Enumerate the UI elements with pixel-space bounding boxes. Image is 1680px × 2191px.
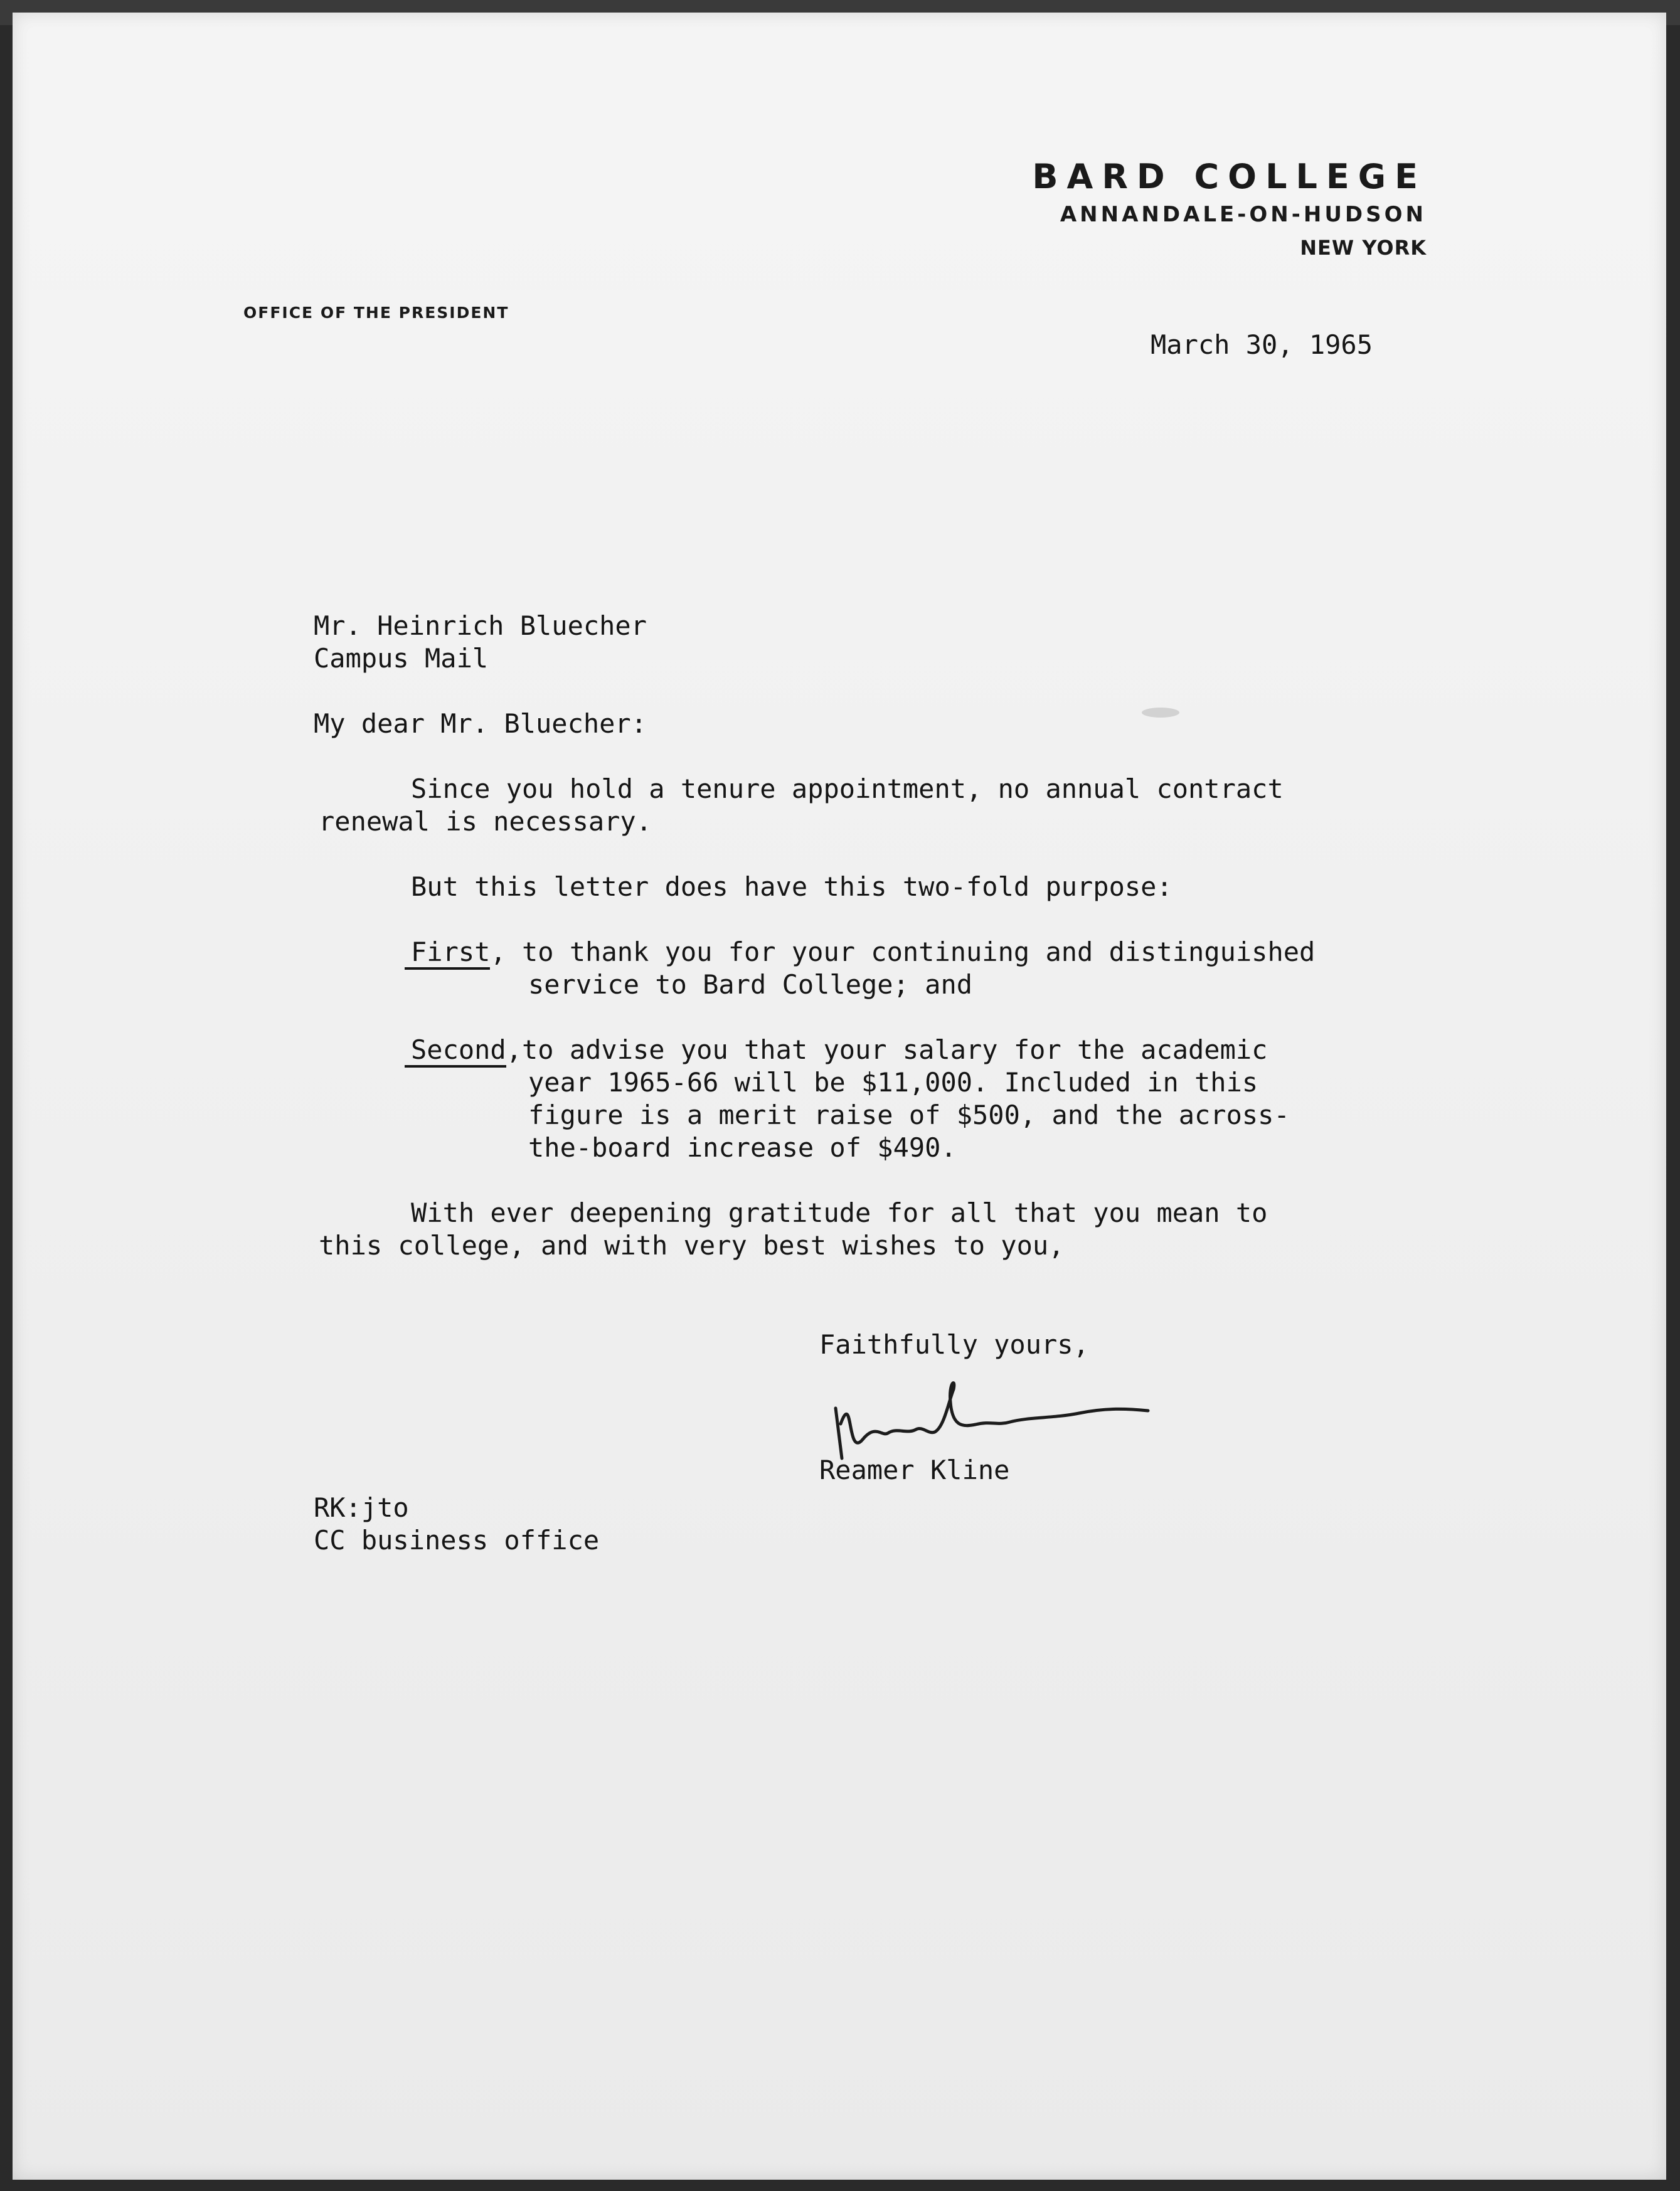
point1-text: , to thank you for your continuing and distinguished xyxy=(490,936,1316,967)
paragraph2: But this letter does have this two-fold purpose: xyxy=(411,871,1172,902)
recipient-name: Mr. Heinrich Bluecher xyxy=(314,610,647,641)
point1-label: First xyxy=(405,936,490,970)
letterhead-institution: BARD COLLEGE xyxy=(1032,157,1427,196)
letterhead-office: OFFICE OF THE PRESIDENT xyxy=(243,304,509,322)
point2-text: ,to advise you that your salary for the academic xyxy=(506,1034,1268,1065)
paper-smudge xyxy=(1142,708,1179,718)
paragraph1-line1: Since you hold a tenure appointment, no annual contract xyxy=(411,773,1284,804)
handwritten-signature xyxy=(828,1364,1179,1462)
point2-line4: the-board increase of $490. xyxy=(528,1132,957,1163)
closing-paragraph-line1: With ever deepening gratitude for all that you mean to xyxy=(411,1197,1268,1228)
point2-line3: figure is a merit raise of $500, and the across- xyxy=(528,1100,1290,1130)
point1-line1 xyxy=(411,936,1315,968)
typist-initials: RK:jto xyxy=(314,1492,409,1523)
point1-line2: service to Bard College; and xyxy=(528,969,973,1000)
paragraph1-line2: renewal is necessary. xyxy=(319,806,652,837)
cc-line: CC business office xyxy=(314,1525,600,1556)
recipient-address: Campus Mail xyxy=(314,643,489,674)
letter-date: March 30, 1965 xyxy=(1151,329,1373,360)
salutation: My dear Mr. Bluecher: xyxy=(314,708,647,739)
closing-paragraph-line2: this college, and with very best wishes to you, xyxy=(319,1230,1065,1261)
letterhead-state: NEW YORK xyxy=(1300,236,1427,260)
letterhead-town: ANNANDALE-ON-HUDSON xyxy=(1060,202,1427,227)
point2-line2: year 1965-66 will be $11,000. Included in this xyxy=(528,1067,1258,1098)
point2-line1 xyxy=(411,1034,1267,1066)
point2-label: Second xyxy=(405,1034,506,1068)
closing: Faithfully yours, xyxy=(819,1329,1089,1360)
signer-name: Reamer Kline xyxy=(819,1455,1010,1485)
